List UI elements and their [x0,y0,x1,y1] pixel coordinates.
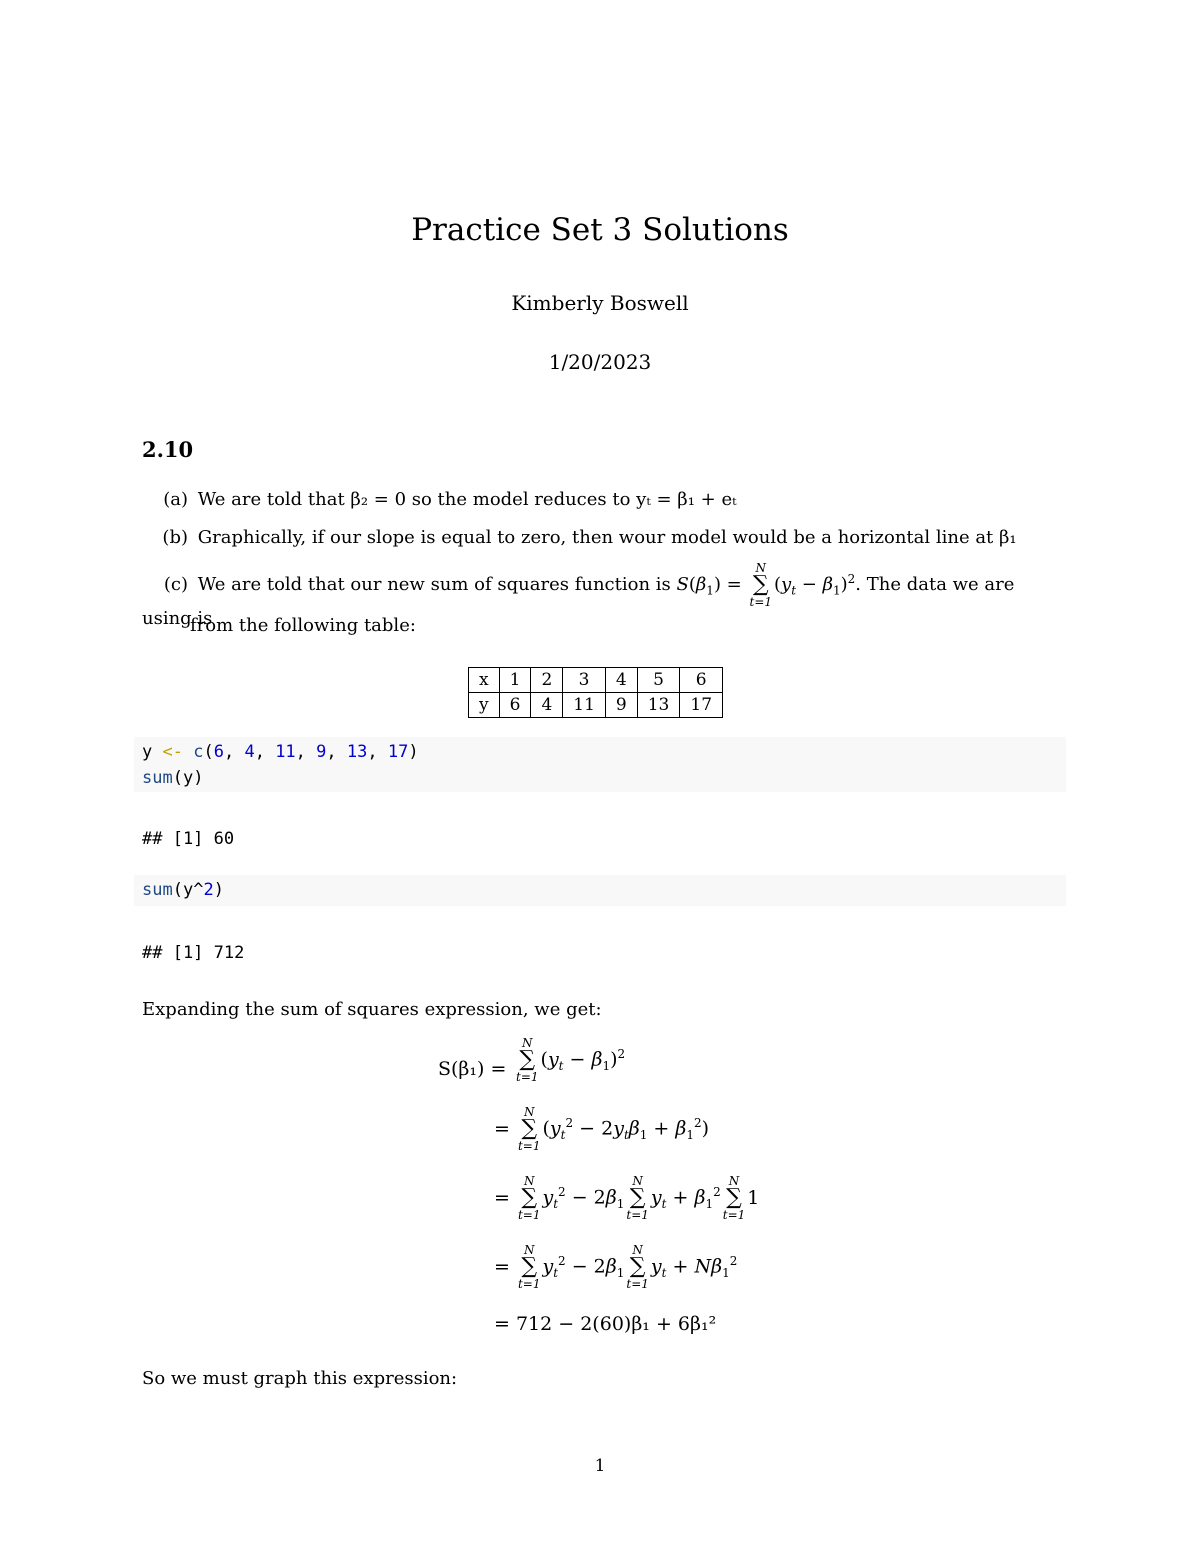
code-line: sum(y^2) [142,880,224,900]
equation-line-1: N ∑ t=1 $(y_t - \beta_1)^2$ [516,1036,626,1084]
code-line: sum(y) [142,768,204,788]
equation-line-5: = 712 − 2(60)β₁ + 6β₁² [494,1313,717,1335]
table-cell: 1 [499,668,531,693]
table-cell: 6 [499,693,531,718]
item-b [142,527,1017,548]
table-cell: 4 [531,693,563,718]
item-c-text-1: We are told that our new sum of squares function is [197,574,671,595]
section-heading: 2.10 [142,437,194,462]
equation-line-3: = N ∑ t=1 $y_t^2 - 2\beta_1$ N ∑ t=1 $y_t + \beta_1^2$ N ∑ t=1 1 [494,1174,760,1222]
item-b-text: Graphically, if our slope is equal to zero, then wour model would be a horizontal line at β₁ [197,527,1017,548]
item-c-text-2: . The data we are using is [142,574,1015,629]
table-cell: 9 [605,693,637,718]
equation-line-2: = N ∑ t=1 $(y_t^2 - 2y_t\beta_1 + \beta_1^2)$ [494,1105,710,1153]
code-output-1: ## [1] 60 [142,829,235,849]
table-cell: 13 [637,693,680,718]
table-cell: 3 [563,668,606,693]
item-a-label: (a) [163,489,188,510]
code-block-1 [134,737,1066,792]
item-a-text: We are told that β₂ = 0 so the model reduces to yₜ = β₁ + eₜ [197,489,737,510]
item-c-text-3: from the following table: [190,615,416,636]
document-title: Practice Set 3 Solutions [411,212,789,248]
code-line: y <- c(6, 4, 11, 9, 13, 17) [142,742,419,762]
item-b-label: (b) [162,527,188,548]
paragraph-graph: So we must graph this expression: [142,1368,458,1389]
author: Kimberly Boswell [511,291,689,315]
table-cell: y [469,693,500,718]
table-cell: 2 [531,668,563,693]
date: 1/20/2023 [548,350,652,374]
table-cell: 11 [563,693,606,718]
paragraph-expanding: Expanding the sum of squares expression, we get: [142,999,602,1020]
table-cell: 17 [680,693,723,718]
table-cell: x [469,668,500,693]
table-cell: 4 [605,668,637,693]
inline-sum-formula: $S(\beta_1)$ = N ∑ t=1 $(y_t - \beta_1)^2$ [676,561,856,609]
equation-line-4: = N ∑ t=1 $y_t^2 - 2\beta_1$ N ∑ t=1 $y_t + N\beta_1^2$ [494,1243,738,1291]
table-row [469,693,723,718]
code-output-2: ## [1] 712 [142,943,245,963]
data-table [468,667,723,718]
table-cell: 6 [680,668,723,693]
code-block-2 [134,875,1066,906]
item-c-label: (c) [163,574,188,595]
page-number: 1 [594,1456,606,1476]
summation-symbol: N ∑ t=1 [749,561,773,609]
item-a [142,489,737,510]
equation-lhs: S(β₁) = [438,1058,507,1080]
table-cell: 5 [637,668,680,693]
table-row [469,668,723,693]
